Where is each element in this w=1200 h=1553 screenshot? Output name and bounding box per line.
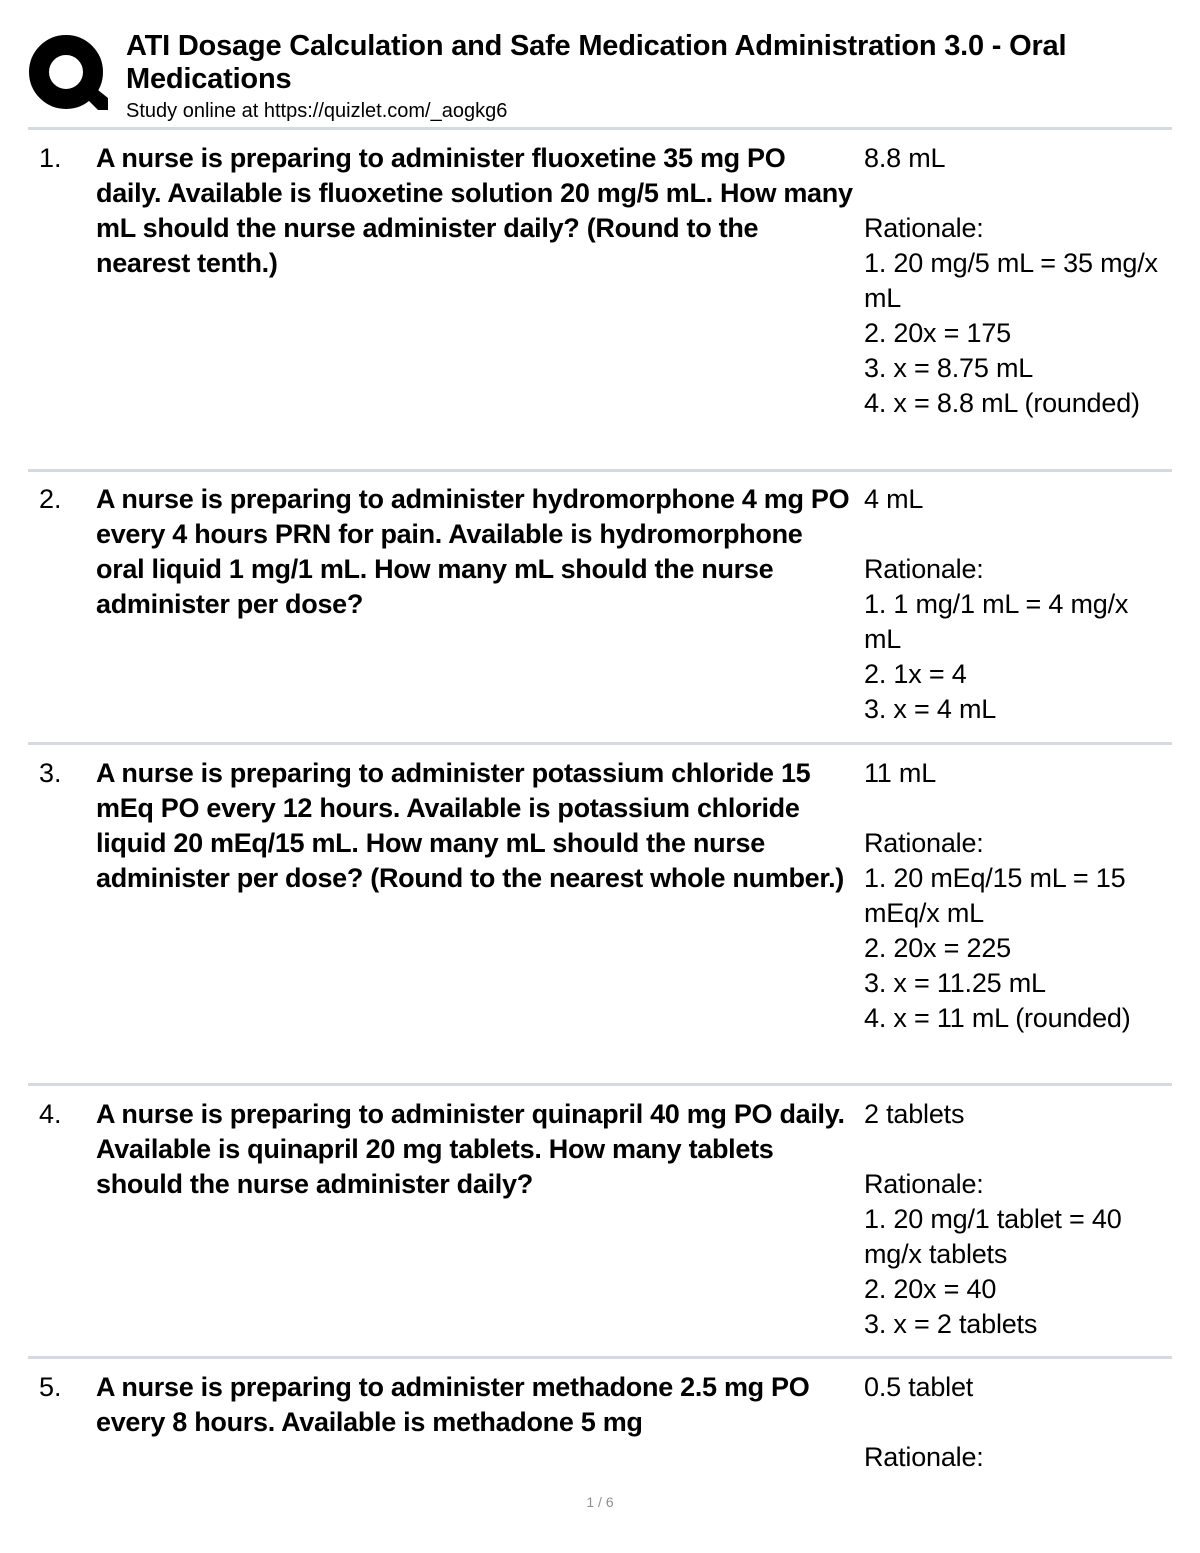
card-answer: 2 tablets (864, 1099, 965, 1129)
card-answer-block (864, 1097, 1164, 1342)
rationale-step: 2. 1x = 4 (864, 659, 967, 689)
page-header (28, 26, 1172, 126)
rationale-step: 3. x = 4 mL (864, 694, 997, 724)
card-answer: 4 mL (864, 484, 924, 514)
card-answer: 8.8 mL (864, 143, 946, 173)
rationale-label: Rationale: (864, 828, 984, 858)
rationale-step: 1. 1 mg/1 mL = 4 mg/x mL (864, 589, 1129, 654)
card-number: 2. (39, 484, 62, 514)
rationale-step: 1. 20 mg/5 mL = 35 mg/x mL (864, 248, 1158, 313)
card-answer: 0.5 tablet (864, 1372, 974, 1402)
study-online-link[interactable]: Study online at https://quizlet.com/_aogkg6 (126, 100, 508, 122)
rationale-label: Rationale: (864, 1169, 984, 1199)
card-number: 5. (39, 1372, 62, 1402)
page-title: ATI Dosage Calculation and Safe Medication Administration 3.0 - Oral Medications (126, 30, 1067, 95)
divider (28, 1083, 1172, 1086)
rationale-label: Rationale: (864, 554, 984, 584)
card-question: A nurse is preparing to administer quinapril 40 mg PO daily. Available is quinapril 20 mg tablets. How many tablets should the nurse administer daily? (96, 1099, 845, 1199)
card-answer: 11 mL (864, 758, 937, 788)
divider (28, 127, 1172, 130)
quizlet-logo-icon (28, 32, 108, 112)
rationale-step: 4. x = 8.8 mL (rounded) (864, 388, 1140, 418)
card-question: A nurse is preparing to administer methadone 2.5 mg PO every 8 hours. Available is methadone 5 mg (96, 1372, 810, 1437)
rationale-step: 2. 20x = 225 (864, 933, 1011, 963)
card-question: A nurse is preparing to administer potassium chloride 15 mEq PO every 12 hours. Available is potassium chloride liquid 20 mEq/15 mL. How many mL should the nurse administer per dose? (Round to the nearest whole number.) (96, 758, 844, 893)
divider (28, 742, 1172, 745)
card-question: A nurse is preparing to administer fluoxetine 35 mg PO daily. Available is fluoxetine solution 20 mg/5 mL. How many mL should the nurse administer daily? (Round to the nearest tenth.) (96, 143, 853, 278)
rationale-label: Rationale: (864, 1442, 984, 1472)
divider (28, 1356, 1172, 1359)
card-question: A nurse is preparing to administer hydromorphone 4 mg PO every 4 hours PRN for pain. Available is hydromorphone oral liquid 1 mg/1 mL. How many mL should the nurse administer per dose? (96, 484, 850, 619)
card-answer-block (864, 482, 1164, 727)
rationale-step: 3. x = 11.25 mL (864, 968, 1046, 998)
card-answer-block (864, 141, 1164, 421)
rationale-step: 3. x = 2 tablets (864, 1309, 1038, 1339)
rationale-step: 2. 20x = 175 (864, 318, 1011, 348)
rationale-step: 2. 20x = 40 (864, 1274, 997, 1304)
card-answer-block (864, 1370, 1164, 1475)
rationale-step: 1. 20 mEq/15 mL = 15 mEq/x mL (864, 863, 1126, 928)
page-number: 1 / 6 (586, 1494, 614, 1510)
card-answer-block (864, 756, 1164, 1036)
rationale-label: Rationale: (864, 213, 984, 243)
rationale-step: 4. x = 11 mL (rounded) (864, 1003, 1131, 1033)
rationale-step: 3. x = 8.75 mL (864, 353, 1034, 383)
card-number: 4. (39, 1099, 62, 1129)
divider (28, 469, 1172, 472)
card-number: 3. (39, 758, 62, 788)
card-number: 1. (39, 143, 62, 173)
rationale-step: 1. 20 mg/1 tablet = 40 mg/x tablets (864, 1204, 1122, 1269)
